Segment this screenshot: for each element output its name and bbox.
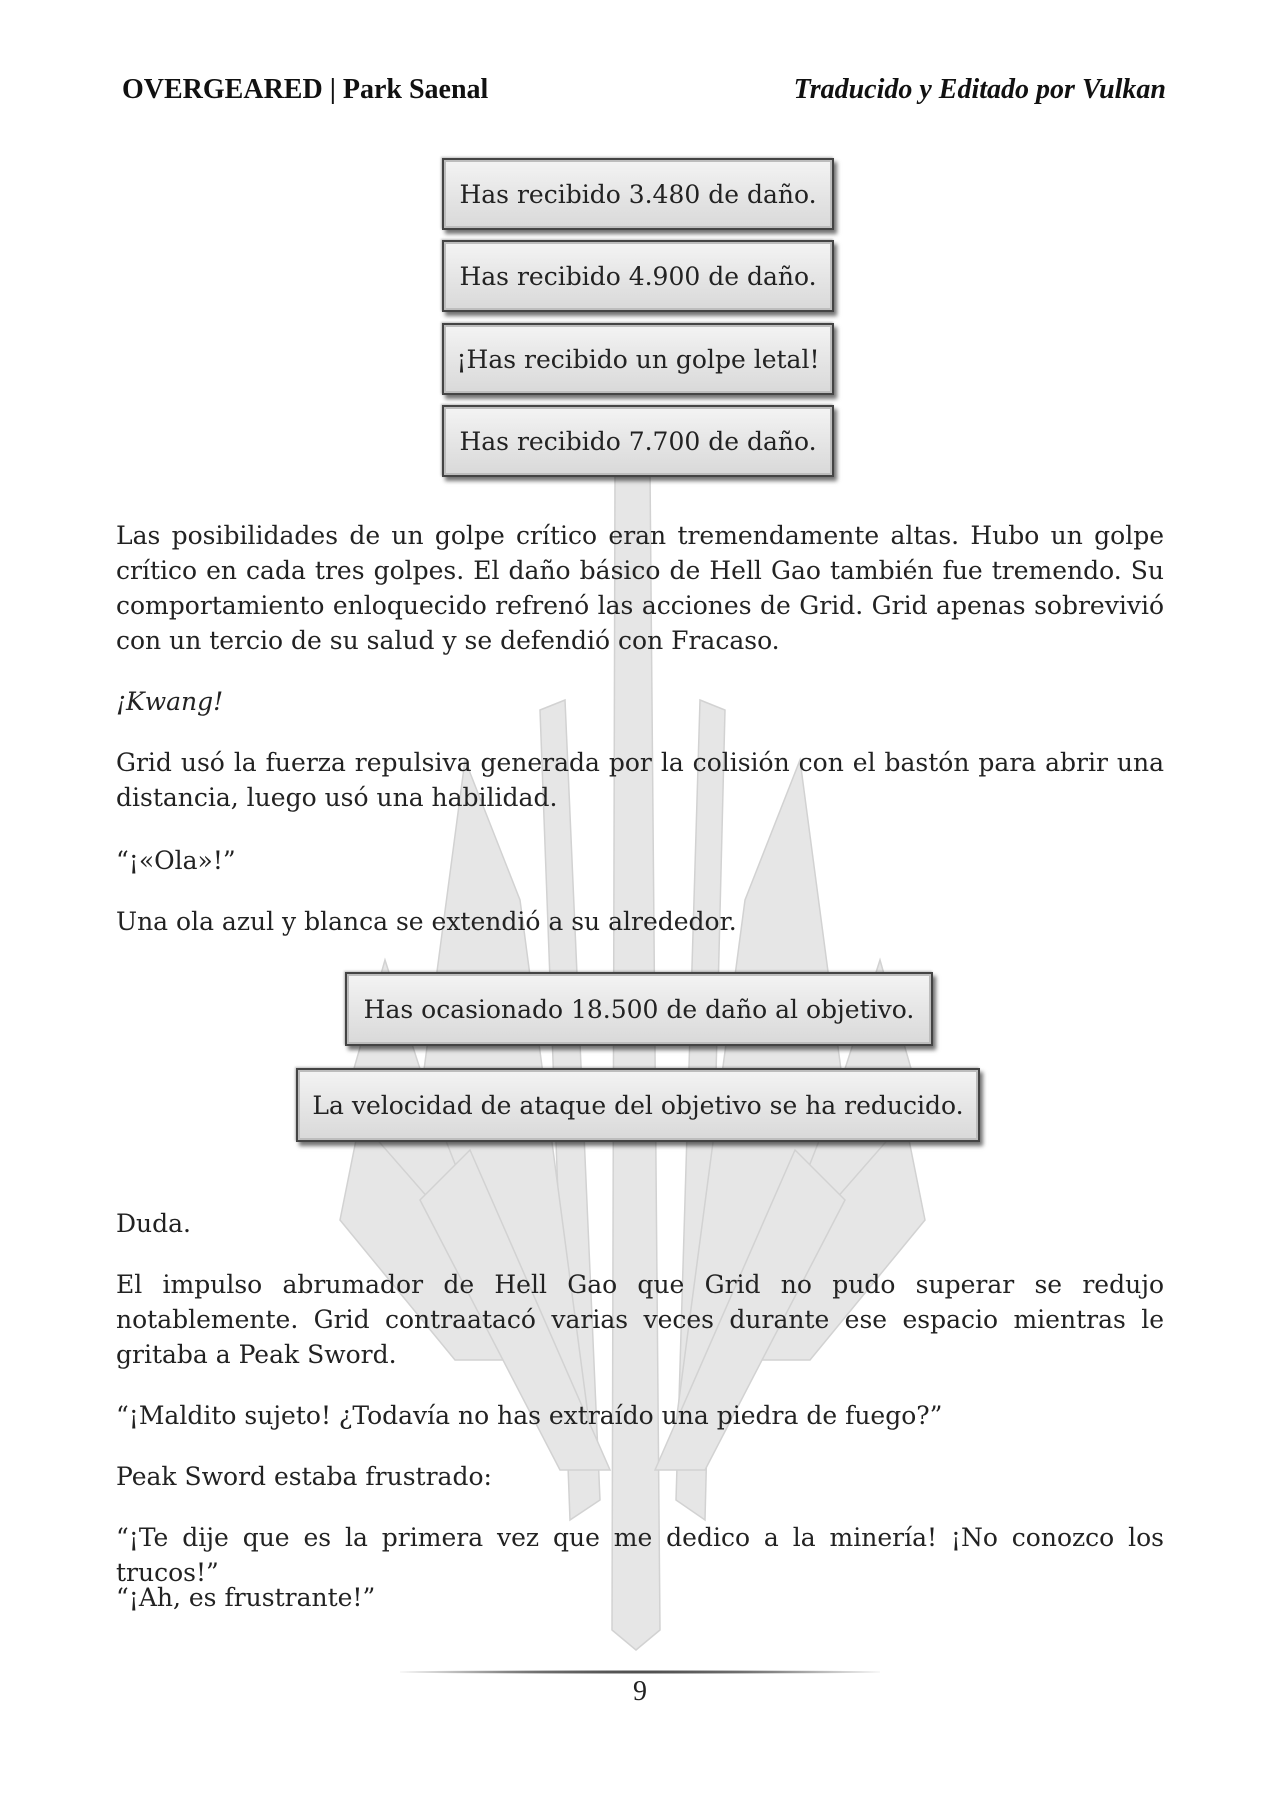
translator-credit: Traducido y Editado por Vulkan	[793, 74, 1166, 105]
paragraph: Las posibilidades de un golpe crítico eran tremendamente altas. Hubo un golpe crítico en cada tres golpes. El daño básico de Hell Gao también fue tremendo. Su comportamiento enloquecido refrenó las acciones de Grid. Grid apenas sobrevivió con un tercio de su salud y se defendió con Fracaso.	[116, 521, 1164, 655]
system-message-box: Has recibido 3.480 de daño.	[442, 158, 834, 230]
footer-divider	[400, 1670, 880, 1674]
paragraph: Duda.	[116, 1209, 191, 1238]
system-message-box: Has ocasionado 18.500 de daño al objetivo.	[345, 972, 933, 1046]
paragraph: Peak Sword estaba frustrado:	[116, 1462, 492, 1491]
paragraph: Una ola azul y blanca se extendió a su alrededor.	[116, 907, 737, 936]
page-header	[122, 74, 1166, 114]
system-message-box: Has recibido 7.700 de daño.	[442, 405, 834, 477]
system-message-box: Has recibido 4.900 de daño.	[442, 240, 834, 312]
paragraph-dialogue: “¡«Ola»!”	[116, 846, 236, 875]
paragraph-sound-effect: ¡Kwang!	[116, 687, 224, 716]
paragraph-dialogue: “¡Maldito sujeto! ¿Todavía no has extraído una piedra de fuego?”	[116, 1401, 943, 1430]
book-title: OVERGEARED | Park Saenal	[122, 74, 489, 105]
system-message-box: ¡Has recibido un golpe letal!	[442, 323, 834, 395]
paragraph-dialogue: “¡Ah, es frustrante!”	[116, 1583, 376, 1612]
system-message-box: La velocidad de ataque del objetivo se ha reducido.	[296, 1068, 980, 1142]
paragraph-dialogue: “¡Te dije que es la primera vez que me dedico a la minería! ¡No conozco los trucos!”	[116, 1523, 1164, 1587]
paragraph: El impulso abrumador de Hell Gao que Grid no pudo superar se redujo notablemente. Grid contraatacó varias veces durante ese espacio mientras le gritaba a Peak Sword.	[116, 1270, 1164, 1369]
paragraph: Grid usó la fuerza repulsiva generada por la colisión con el bastón para abrir una distancia, luego usó una habilidad.	[116, 748, 1164, 812]
page-number: 9	[633, 1676, 647, 1707]
